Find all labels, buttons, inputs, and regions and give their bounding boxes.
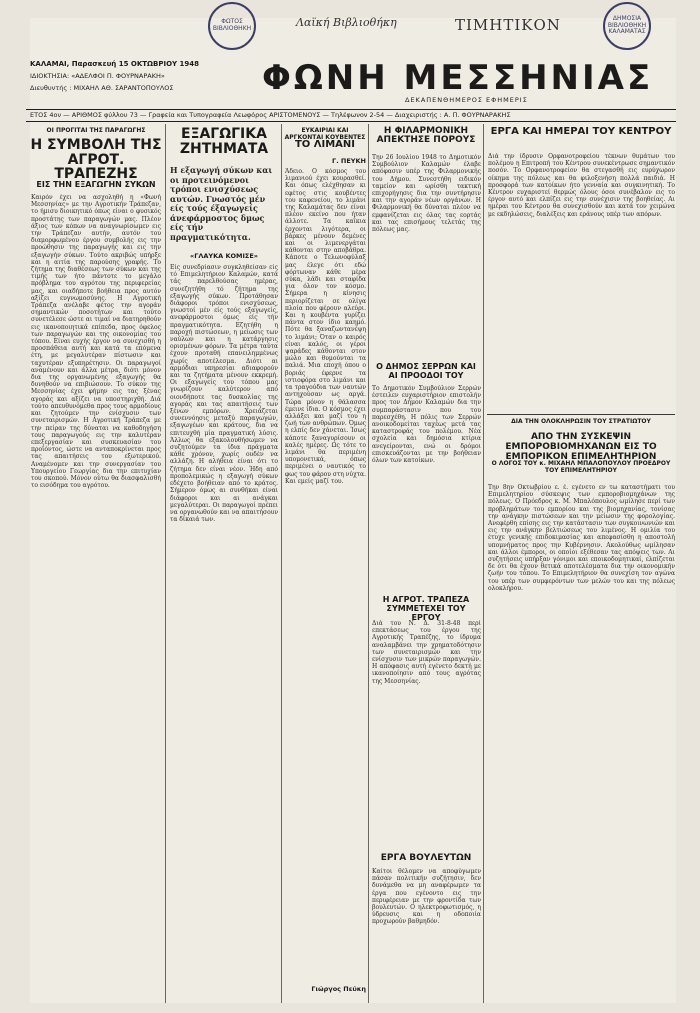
col1-headline: Η ΣΥΜΒΟΛΗ ΤΗΣ ΑΓΡΟΤ. ΤΡΑΠΕΖΗΣ <box>30 137 162 183</box>
col4-headline: Η ΦΙΛΑΡΜΟΝΙΚΗ ΑΠΕΚΤΗΣΕ ΠΟΡΟΥΣ <box>376 126 476 146</box>
col4-body-2: Το Δημοτικόν Συμβούλιον Σερρών έστειλεν ευχαριστήριον επιστολήν προς τον Δήμον Καλαμών δια την συμπαράστασιν που του παρεσχέθη. Η πόλις των Σερρών ανοικοδομείται ταχέως μετά τας καταστροφάς του πολέμου. Νέα σχολεία και δημόσια κτίρια ανεγείρονται, ενώ οι δρόμοι επισκευάζονται με την βοήθειαν όλων των κατοίκων. <box>372 385 481 465</box>
director: Διευθυντής : ΜΙΧΑΗΛ ΑΘ. ΣΑΡΑΝΤΟΠΟΥΛΟΣ <box>30 84 174 92</box>
col3-body: Άδειο. Ο κόσμος του λιμανιού έχει κουρασθεί. Και όπως ελέχθησαν κι εφέτος στις κουβέντες του καφενείου, το λιμάνι της Καλαμάτας δεν είναι πλέον εκείνο που ήταν άλλοτε. Τα καΐκια έρχονται λιγότερα, οι βάρκες μένουν δεμένες και οι λιμενεργάται κάθονται στην αποβάθρα. Κάποτε ο Τελωνοφύλαξ μας έλεγε ότι εδώ φόρτωναν κάθε μέρα σύκα, λάδι και σταφίδα για όλον τον κόσμο. Σήμερα η κίνησις περιορίζεται σε ολίγα πλοία που φέρουν αλεύρι. Και η κουβέντα γυρίζει πάντα στον ίδιο καημό. Πότε θα ξαναζωντανέψη το λιμάνι; Όταν ο καιρός είναι καλός, οι γέροι ψαράδες κάθονται στον μώλο και θυμούνται τα παλιά. Μια εποχή όπου ο βοριάς έφερνε τα ιστιοφόρα στο λιμάνι και τα τραγούδια των ναυτών αντηχούσαν ως αργά. Τώρα μόνον η θάλασσα έμεινε ίδια. Ο κόσμος έχει αλλάξει και μαζί του η ζωή των ανθρώπων. Όμως η ελπίς δεν χάνεται. Ίσως κάποτε ξαναγυρίσουν οι καλές ημέρες. Ως τότε το λιμάνι θα περιμένη υπομονετικά, όπως περιμένει ο ναυτικός το φως του φάρου στη νύχτα. Και εμείς μαζί του. <box>285 168 366 485</box>
col1-subhead: ΕΙΣ ΤΗΝ ΕΞΑΓΩΓΗΝ ΣΥΚΩΝ <box>36 180 156 189</box>
column-divider <box>165 124 166 1003</box>
newspaper-subtitle: ΔΕΚΑΠΕΝΘΗΜΕΡΟΣ ΕΦΗΜΕΡΙΣ <box>405 96 528 104</box>
col5-kicker: ΔΙΑ ΤΗΝ ΟΛΟΚΛΗΡΩΣΙΝ ΤΟΥ ΣΤΡΑΤΙΩΤΟΥ <box>511 418 651 425</box>
col5-body-1: Διά την ίδρυσιν Ορφανοτροφείου τέκνων θυμάτων του πολέμου η Επιτροπή του Κέντρου συνεκέντρωσε σημαντικόν ποσόν. Το Ορφανοτροφείον θα στεγασθή εις ευρύχωρον οίκημα της πόλεως και θα φιλοξενήση πολλά παιδιά. Η προσφορά των κατοίκων ήτο γενναία και συγκινητική. Το Κέντρον ευχαριστεί θερμώς όλους όσοι συνέβαλον εις το έργον αυτό και ελπίζει εις την συνέχισιν της βοηθείας. Αι ημέραι του Κέντρου θα συνεχισθούν και κατά τον χειμώνα με εκδηλώσεις, διαλέξεις και εράνους υπέρ των απόρων. <box>488 153 675 218</box>
stamp-right-text: ΔΗΜΟΣΙΑ ΒΙΒΛΙΟΘΗΚΗ ΚΑΛΑΜΑΤΑΣ <box>607 15 647 36</box>
newspaper-title: ΦΩΝΗ ΜΕΣΣΗΝΙΑΣ <box>262 58 654 98</box>
ownership: ΙΔΙΟΚΤΗΣΙΑ: «ΑΔΕΛΦΟΙ Π. ΦΟΥΡΝΑΡΑΚΗ» <box>30 72 165 80</box>
header-rule-top <box>26 109 676 110</box>
col4-section-3: Η ΑΓΡΟΤ. ΤΡΑΠΕΖΑ ΣΥΜΜΕΤΕΧΕΙ ΤΟΥ ΕΡΓΟΥ <box>382 595 470 622</box>
col4-body-3: Διά του Ν. Δ. 31-8-48 περί επεκτάσεως του έργου της Αγροτικής Τραπέζης, το ίδρυμα αναλαμβάνει την χρηματοδότησιν των συνεταιρισμών και την ενίσχυσιν των μικρών παραγωγών. Η απόφασις αυτή εγένετο δεκτή με ικανοποίησιν από τους αγρότας της Μεσσηνίας. <box>372 620 481 685</box>
publication-info: ΕΤΟΣ 4ον — ΑΡΙΘΜΟΣ φύλλου 73 — Γραφεία και Τυπογραφεία Λεωφόρος ΑΡΙΣΤΟΜΕΝΟΥΣ — Τηλέφωνον 2-54 — Διαχειριστής : Α. Π. ΦΟΥΡΝΑΡΑΚΗΣ <box>30 111 511 119</box>
column-divider <box>368 124 369 1003</box>
col5-section-2: ΑΠΟ ΤΗΝ ΣΥΣΚΕΨΙΝ ΕΜΠΟΡΟΒΙΟΜΗΧΑΝΩΝ ΕΙΣ ΤΟ ΕΜΠΟΡΙΚΟΝ ΕΠΙΜΕΛΗΤΗΡΙΟΝ <box>505 432 657 462</box>
col2-lede: Η εξαγωγή σύκων και οι προτεινόμενοι τρόποι ενισχύσεως αυτών. Γνωστός μέν είς τούς έξαγωγείς άνεφάρμοστος δμως είς τήν πραγματικότητα. <box>170 166 273 242</box>
library-stamp-left <box>208 2 256 50</box>
column-divider <box>483 124 484 1003</box>
col4-section-4: ΕΡΓΑ ΒΟΥΛΕΥΤΩΝ <box>380 853 472 863</box>
col3-headline: ΤΟ ΛΙΜΑΝΙ <box>294 139 356 150</box>
col1-body: Καιρόν έχει να ασχοληθή η «Φωνή Μεσσηνίας» με την Αγροτικήν Τράπεζαν, το ήμισυ διοικητικό όπως είναι ο φυσικός προστάτης των παραγωγών μας. Πλέον άξιος των κόπων να αναγνωρίσωμεν εις την Τράπεζαν αυτήν, αυτόν του διαμορφωμένου έργου συμβολής εις την προώθησιν της παραγωγής και εις την εξαγωγήν σύκων. Τούτο ακριβώς υπήρξε και η αιτία της παρούσης γραφής. Το ζήτημα της διαθέσεως των σύκων και της τιμής των ήτο πάντοτε το μεγάλο πρόβλημα του αγρότου της περιφερείας μας, και οιαδήποτε βοήθεια προς αυτόν αξίζει ευγνωμοσύνης. Η Αγροτική Τράπεζα ανέλαβε φέτος την αγοράν σημαντικών ποσοτήτων και τούτο συνετέλεσε ώστε αι τιμαί να διατηρηθούν εις ικανοποιητικά επίπεδα, προς όφελος των παραγωγών και της οικονομίας του τόπου. Είναι ευχής έργον να συνεχισθή η προσπάθεια αυτή και κατά τα επόμενα έτη, με μεγαλυτέραν πίστωσιν και ταχυτέραν εξυπηρέτησιν. Οι παραγωγοί αναμένουν και άλλα μέτρα, διότι μόνον δια της οργανωμένης εξαγωγής θα δυνηθούν να επιβιώσουν. Το σύκον της Μεσσηνίας έχει φήμην εις τας ξένας αγοράς και αξίζει να υποστηριχθή. Διά τούτο απευθυνόμεθα προς τους αρμοδίους και ζητούμεν την ενίσχυσιν των συνεταιρισμών. Η Αγροτική Τράπεζα με την πείραν της δύναται να καθοδηγήση τους παραγωγούς εις την καλυτέραν επεξεργασίαν και συσκευασίαν του προϊόντος, ώστε να ανταποκρίνεται προς τας απαιτήσεις του εξωτερικού. Αναμένομεν και την συνεργασίαν του Υπουργείου Γεωργίας δια την επιτυχίαν του σκοπού. Μόνον ούτω θα διασφαλισθή το εισόδημα του αγρότου. <box>31 194 161 490</box>
column-divider <box>281 124 282 1003</box>
col3-byline: Γ. ΠΕΥΚΗ <box>332 157 366 165</box>
city-date: ΚΑΛΑΜΑΙ, Παρασκευή 15 ΟΚΤΩΒΡΙΟΥ 1948 <box>30 60 200 68</box>
section-divider <box>487 414 675 415</box>
stamp-left-text: ΦΩΤΟΣ ΒΙΒΛΙΟΘΗΚΗ <box>212 18 252 32</box>
col5-byline-2: Ο ΛΟΓΟΣ ΤΟΥ κ. ΜΙΧΑΗΛ ΜΠΑΛΟΠΟΥΛΟΥ ΠΡΟΕΔΡΟΥ ΤΟΥ ΕΠΙΜΕΛΗΤΗΡΙΟΥ <box>491 460 671 474</box>
handwritten-note: Λαϊκή Βιβλιοθήκη <box>296 16 397 29</box>
col2-headline: ΕΞΑΓΩΓΙΚΑ ΖΗΤΗΜΑΤΑ <box>179 126 269 157</box>
library-stamp-right <box>603 2 651 50</box>
honorary-stamp: ΤΙΜΗΤΙΚΟΝ <box>455 16 561 34</box>
col2-byline: «ΓΛΑΥΚΑ ΚΟΜΙΣΕ» <box>190 252 258 260</box>
col2-body: Είς συνεδρίασιν συγκληθείσαν είς τό Επιμελητήριον Καλαμών, κατά τάς παρελθούσας ημέρας, συνεζητήθη τό ζήτημα της εξαγωγής σύκων. Προτάθησαν διάφοροι τρόποι ενισχύσεως, γνωστοί μέν είς τούς εξαγωγείς, ανεφάρμοστοι όμως είς τήν πραγματικότητα. Εζητήθη η παροχή πιστώσεων, η μείωσις των ναύλων και η κατάργησις ορισμένων φόρων. Τα μέτρα ταύτα έχουν προταθή επανειλημμένως χωρίς αποτέλεσμα. Διότι αι αρμόδιαι υπηρεσίαι αδιαφορούν και τα ζητήματα μένουν εκκρεμή. Οι εξαγωγείς του τόπου μας γνωρίζουν καλύτερον από οιονδήποτε τας δυσκολίας της αγοράς και τας απαιτήσεις των ξένων εμπόρων. Χρειάζεται συνεννόησις μεταξύ παραγωγών, εξαγωγέων και κράτους, δια να επιτευχθή μία πραγματική λύσις. Άλλως θα εξακολουθήσωμεν να συζητούμεν τα ίδια πράγματα κάθε χρόνον, χωρίς ουδέν να αλλάζη. Η αλήθεια είναι ότι το ζήτημα δεν είναι νέον. Ήδη από προπολεμικώς η εξαγωγή σύκων εδέχετο βοήθειαν από το κράτος. Σήμερον όμως αι συνθήκαι είναι διάφοροι και αι ανάγκαι μεγαλύτεραι. Οι παραγωγοί πρέπει να οργανωθούν και να απαιτήσουν τα δίκαιά των. <box>170 264 278 524</box>
col3-kicker: ΕΥΚΑΙΡΙΑΙ ΚΑΙ ΑΡΓΚΟΝΤΑΙ ΚΟΥΒΕΝΤΕΣ <box>284 127 366 141</box>
col4-section-2: Ο ΔΗΜΟΣ ΣΕΡΡΩΝ ΚΑΙ ΑΙ ΠΡΟΟΔΟΙ ΤΟΥ <box>376 362 476 380</box>
col3-signature: Γιώργος Πεύκη <box>311 985 366 993</box>
col5-body-2: Την 8ην Οκτωβρίου ε. έ. εγένετο εν τω καταστήματι του Επιμελητηρίου σύσκεψις των εμποροβιομηχάνων της πόλεως. Ο Πρόεδρος κ. Μ. Μπαλόπουλος ωμίλησε περί των προβλημάτων του εμπορίου και της βιομηχανίας, τονίσας την ανάγκην πιστώσεων και την μείωσιν της φορολογίας. Ανεφέρθη επίσης εις την κατάστασιν των συγκοινωνιών και εις την ανάγκην βελτιώσεως του λιμένος. Η ομιλία του έτυχε γενικής επιδοκιμασίας και απεφασίσθη η αποστολή υπομνήματος προς την Κυβέρνησιν. Ακολούθως ωμίλησαν και άλλοι έμποροι, οι οποίοι εξέθεσαν τας απόψεις των. Αι συζητήσεις υπήρξαν γόνιμοι και εποικοδομητικαί, ελπίζεται δε ότι θα έχουν θετικά αποτελέσματα δια την οικονομικήν ζωήν του τόπου. Το Επιμελητήριον θα συνεχίση τον αγώνα του υπέρ των συμφερόντων των μελών του και της πόλεως ολοκλήρου. <box>488 484 675 592</box>
col5-headline: ΕΡΓΑ ΚΑΙ ΗΜΕΡΑΙ ΤΟΥ ΚΕΝΤΡΟΥ <box>490 126 672 137</box>
header-rule-bottom <box>26 121 676 122</box>
col4-body-4: Καίτοι θέλομεν να αποφύγωμεν πάσαν πολιτικήν συζήτησιν, δεν δυνάμεθα να μη αναφέρωμεν τα έργα που εγένοντο εις την περιφέρειαν με την φροντίδα των βουλευτών. Ο ηλεκτροφωτισμός, η ύδρευσις και η οδοποιία προχωρούν βαθμηδόν. <box>372 868 481 926</box>
col4-body-1: Την 26 Ιουλίου 1948 το Δημοτικόν Συμβούλιον Καλαμών έλαβε απόφασιν υπέρ της Φιλαρμονικής του Δήμου. Συνεστήθη ειδικόν ταμείον και ωρίσθη τακτική επιχορήγησις δια την συντήρησιν και την αγοράν νέων οργάνων. Η Φιλαρμονική θα δύναται πλέον να εμφανίζεται εις όλας τας εορτάς και τας επισήμους τελετάς της πόλεως μας. <box>372 154 481 234</box>
col1-kicker: ΟΙ ΠΡΟΓΙΤΑΙ ΤΗΣ ΠΑΡΑΓΩΓΗΣ <box>46 127 146 134</box>
